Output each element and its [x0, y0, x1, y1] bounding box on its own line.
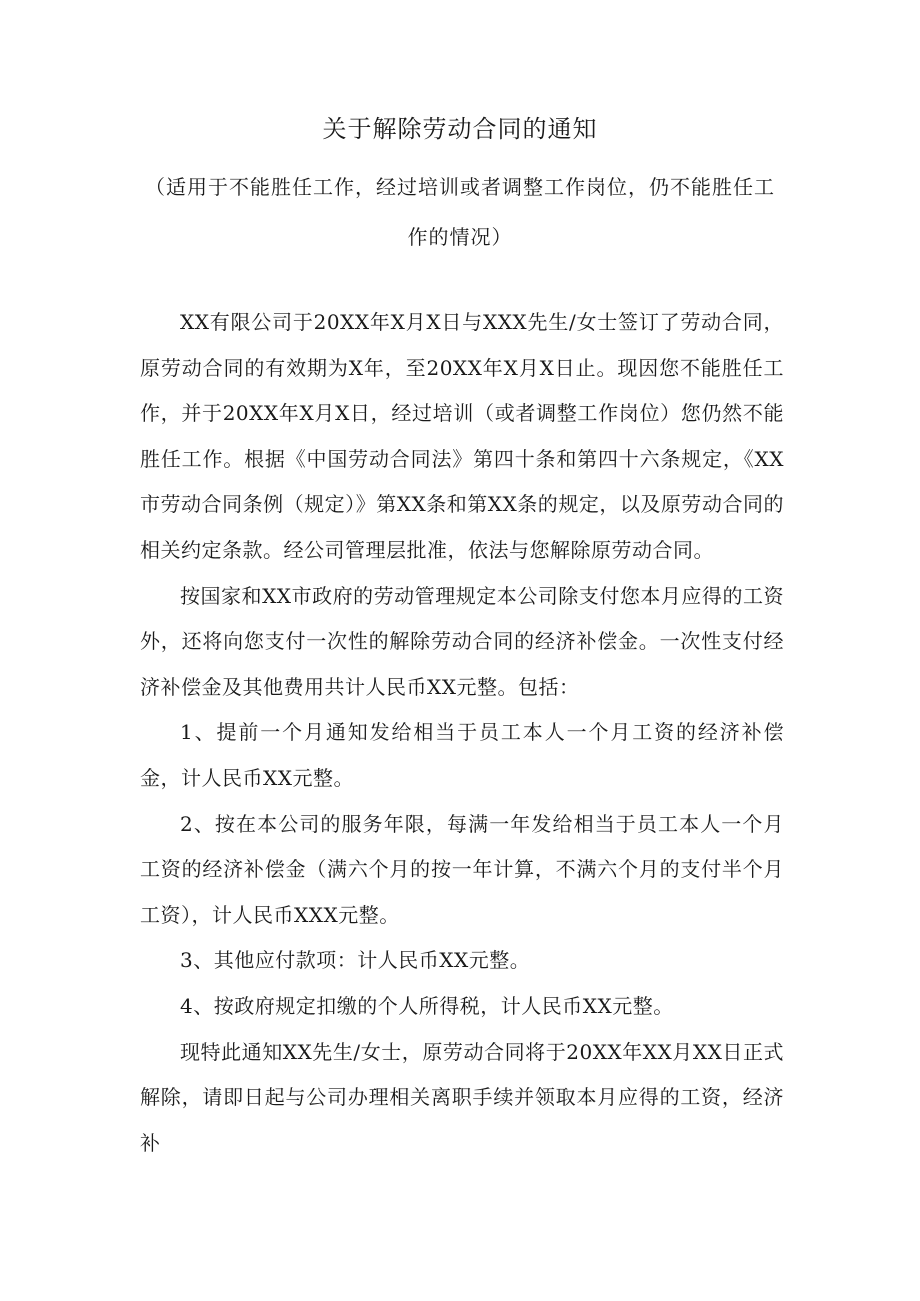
paragraph-item-income-tax: 4、按政府规定扣缴的个人所得税，计人民币XX元整。 [180, 993, 674, 1018]
document-body [140, 300, 784, 1166]
paragraph-contract-background: XX有限公司于20XX年X月X日与XXX先生/女士签订了劳动合同，原劳动合同的有效期为X年，至20XX年X月X日止。现因您不能胜任工作，并于20XX年X月X日，经过培训（或者调整工作岗位）您仍然不能胜任工作。根据《中国劳动合同法》第四十条和第四十六条规定，《XX市劳动合同条例（规定）》第XX条和第XX条的规定，以及原劳动合同的相关约定条款。经公司管理层批准，依法与您解除原劳动合同。 [140, 310, 784, 562]
paragraph-item-service-compensation: 2、按在本公司的服务年限，每满一年发给相当于员工本人一个月工资的经济补偿金（满六个月的按一年计算，不满六个月的支付半个月工资），计人民币XXX元整。 [140, 811, 784, 927]
paragraph-item-notice-pay: 1、提前一个月通知发给相当于员工本人一个月工资的经济补偿金，计人民币XX元整。 [140, 720, 784, 790]
paragraph-item-other-payments: 3、其他应付款项：计人民币XX元整。 [180, 948, 531, 973]
paragraph-compensation-intro: 按国家和XX市政府的劳动管理规定本公司除支付您本月应得的工资外，还将向您支付一次性的解除劳动合同的经济补偿金。一次性支付经济补偿金及其他费用共计人民币XX元整。包括： [140, 583, 784, 699]
paragraph-termination-notice: 现特此通知XX先生/女士，原劳动合同将于20XX年XX月XX日正式解除，请即日起与公司办理相关离职手续并领取本月应得的工资，经济补 [140, 1039, 784, 1155]
document-subtitle: （适用于不能胜任工作，经过培训或者调整工作岗位，仍不能胜任工作的情况） [145, 175, 775, 249]
document-title: 关于解除劳动合同的通知 [322, 115, 598, 143]
